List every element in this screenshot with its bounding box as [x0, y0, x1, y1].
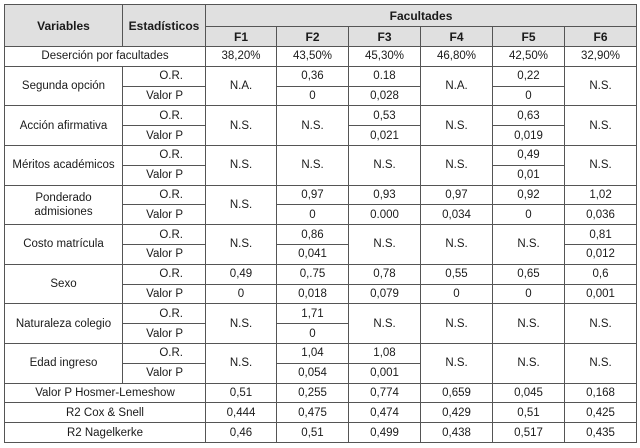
merged-cell: N.S.: [277, 106, 349, 146]
header-faculty: F1: [206, 27, 277, 47]
or-value: 1,02: [565, 185, 637, 205]
footer-value: 0,045: [493, 383, 565, 403]
footer-value: 0,168: [565, 383, 637, 403]
footer-value: 0,435: [565, 423, 637, 443]
stat-label-or: O.R.: [123, 66, 206, 86]
or-value: 0,53: [349, 106, 421, 126]
results-table-container: [4, 4, 636, 443]
or-value: 1,71: [277, 304, 349, 324]
footer-value: 0,46: [206, 423, 277, 443]
variable-name: Edad ingreso: [5, 343, 123, 383]
header-faculty: F4: [421, 27, 493, 47]
or-value: 0,36: [277, 66, 349, 86]
variable-name: Ponderado admisiones: [5, 185, 123, 225]
variable-row-or: [5, 106, 637, 126]
footer-value: 0,517: [493, 423, 565, 443]
footer-value: 0,255: [277, 383, 349, 403]
p-value: 0,012: [565, 244, 637, 264]
header-variables: Variables: [5, 5, 123, 47]
p-value: 0,036: [565, 205, 637, 225]
p-value: 0,034: [421, 205, 493, 225]
stat-label-p: Valor P: [123, 86, 206, 106]
p-value: 0,001: [349, 363, 421, 383]
merged-cell: N.S.: [565, 145, 637, 185]
or-value: 0,78: [349, 264, 421, 284]
variable-row-or: [5, 343, 637, 363]
p-value: 0,041: [277, 244, 349, 264]
p-value: 0,019: [493, 126, 565, 146]
stat-label-p: Valor P: [123, 324, 206, 344]
footer-label: Valor P Hosmer-Lemeshow: [5, 383, 206, 403]
desercion-value: 46,80%: [421, 47, 493, 67]
p-value: 0: [277, 86, 349, 106]
or-value: 0,49: [206, 264, 277, 284]
p-value: 0,018: [277, 284, 349, 304]
merged-cell: N.S.: [493, 225, 565, 265]
stat-label-p: Valor P: [123, 244, 206, 264]
footer-label: R2 Cox & Snell: [5, 403, 206, 423]
or-value: 0,55: [421, 264, 493, 284]
footer-row: [5, 423, 637, 443]
merged-cell: N.A.: [206, 66, 277, 106]
merged-cell: N.S.: [206, 145, 277, 185]
or-value: 0.18: [349, 66, 421, 86]
merged-cell: N.S.: [349, 145, 421, 185]
stat-label-or: O.R.: [123, 343, 206, 363]
p-value: 0: [421, 284, 493, 304]
merged-cell: N.S.: [421, 145, 493, 185]
stat-label-p: Valor P: [123, 284, 206, 304]
merged-cell: N.A.: [421, 66, 493, 106]
desercion-label: Deserción por facultades: [5, 47, 206, 67]
variable-row-or: [5, 185, 637, 205]
or-value: 0,97: [421, 185, 493, 205]
variable-name: Segunda opción: [5, 66, 123, 106]
variable-row-or: [5, 264, 637, 284]
stat-label-or: O.R.: [123, 185, 206, 205]
table-body: [5, 47, 637, 443]
or-value: 1,08: [349, 343, 421, 363]
header-faculty: F2: [277, 27, 349, 47]
header-faculty: F6: [565, 27, 637, 47]
p-value: 0,054: [277, 363, 349, 383]
or-value: 0,86: [277, 225, 349, 245]
or-value: 0,92: [493, 185, 565, 205]
results-table: [4, 4, 637, 443]
stat-label-p: Valor P: [123, 205, 206, 225]
p-value: 0: [277, 324, 349, 344]
p-value: 0: [493, 284, 565, 304]
variable-name: Sexo: [5, 264, 123, 304]
footer-label: R2 Nagelkerke: [5, 423, 206, 443]
variable-row-or: [5, 145, 637, 165]
merged-cell: N.S.: [421, 225, 493, 265]
desercion-value: 32,90%: [565, 47, 637, 67]
or-value: 0,22: [493, 66, 565, 86]
merged-cell: N.S.: [349, 225, 421, 265]
stat-label-or: O.R.: [123, 145, 206, 165]
merged-cell: N.S.: [349, 304, 421, 344]
header-faculty: F3: [349, 27, 421, 47]
footer-value: 0,438: [421, 423, 493, 443]
footer-row: [5, 403, 637, 423]
stat-label-or: O.R.: [123, 106, 206, 126]
merged-cell: N.S.: [493, 304, 565, 344]
desercion-value: 42,50%: [493, 47, 565, 67]
footer-value: 0,774: [349, 383, 421, 403]
header-estadisticos: Estadísticos: [123, 5, 206, 47]
merged-cell: N.S.: [277, 145, 349, 185]
p-value: 0: [493, 205, 565, 225]
merged-cell: N.S.: [206, 225, 277, 265]
merged-cell: N.S.: [206, 106, 277, 146]
p-value: 0: [206, 284, 277, 304]
p-value: 0: [493, 86, 565, 106]
or-value: 0,63: [493, 106, 565, 126]
variable-name: Costo matrícula: [5, 225, 123, 265]
variable-name: Naturaleza colegio: [5, 304, 123, 344]
p-value: 0,028: [349, 86, 421, 106]
variable-row-or: [5, 304, 637, 324]
footer-value: 0,51: [493, 403, 565, 423]
desercion-row: [5, 47, 637, 67]
desercion-value: 45,30%: [349, 47, 421, 67]
p-value: 0.000: [349, 205, 421, 225]
footer-value: 0,659: [421, 383, 493, 403]
footer-value: 0,474: [349, 403, 421, 423]
footer-value: 0,475: [277, 403, 349, 423]
stat-label-or: O.R.: [123, 225, 206, 245]
footer-value: 0,425: [565, 403, 637, 423]
p-value: 0,079: [349, 284, 421, 304]
merged-cell: N.S.: [421, 343, 493, 383]
header-facultades: Facultades: [206, 5, 637, 27]
or-value: 0,6: [565, 264, 637, 284]
variable-row-or: [5, 66, 637, 86]
merged-cell: N.S.: [421, 304, 493, 344]
stat-label-or: O.R.: [123, 304, 206, 324]
stat-label-p: Valor P: [123, 126, 206, 146]
footer-value: 0,51: [277, 423, 349, 443]
variable-row-or: [5, 225, 637, 245]
stat-label-p: Valor P: [123, 363, 206, 383]
merged-cell: N.S.: [565, 106, 637, 146]
merged-cell: N.S.: [206, 343, 277, 383]
stat-label-p: Valor P: [123, 165, 206, 185]
footer-value: 0,429: [421, 403, 493, 423]
merged-cell: N.S.: [421, 106, 493, 146]
or-value: 0,65: [493, 264, 565, 284]
desercion-value: 38,20%: [206, 47, 277, 67]
desercion-value: 43,50%: [277, 47, 349, 67]
merged-cell: N.S.: [565, 304, 637, 344]
footer-value: 0,51: [206, 383, 277, 403]
stat-label-or: O.R.: [123, 264, 206, 284]
header-faculty: F5: [493, 27, 565, 47]
or-value: 0,93: [349, 185, 421, 205]
or-value: 0,97: [277, 185, 349, 205]
variable-name: Méritos académicos: [5, 145, 123, 185]
p-value: 0,001: [565, 284, 637, 304]
p-value: 0,01: [493, 165, 565, 185]
p-value: 0,021: [349, 126, 421, 146]
merged-cell: N.S.: [565, 66, 637, 106]
merged-cell: N.S.: [206, 304, 277, 344]
merged-cell: N.S.: [565, 343, 637, 383]
merged-cell: N.S.: [206, 185, 277, 225]
footer-value: 0,499: [349, 423, 421, 443]
or-value: 0,.75: [277, 264, 349, 284]
header-row: [5, 5, 637, 27]
footer-row: [5, 383, 637, 403]
p-value: 0: [277, 205, 349, 225]
merged-cell: N.S.: [493, 343, 565, 383]
or-value: 0,49: [493, 145, 565, 165]
or-value: 0,81: [565, 225, 637, 245]
variable-name: Acción afirmativa: [5, 106, 123, 146]
footer-value: 0,444: [206, 403, 277, 423]
or-value: 1,04: [277, 343, 349, 363]
